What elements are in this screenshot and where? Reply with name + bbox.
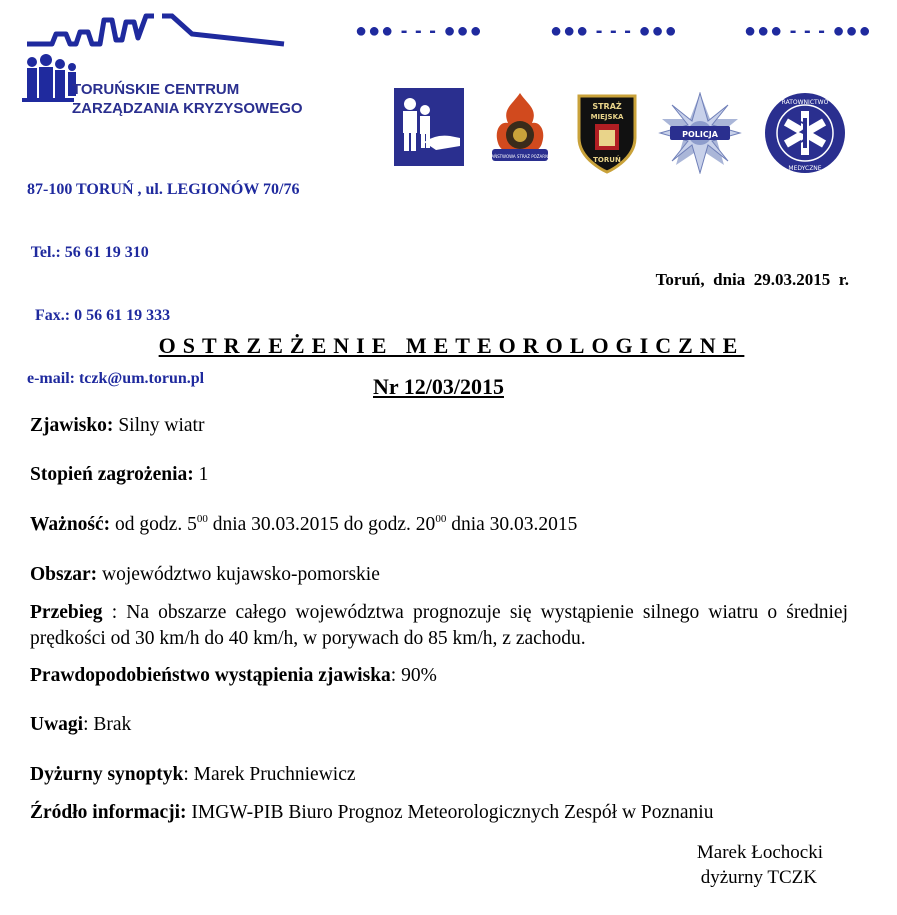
field-uwagi — [30, 712, 131, 738]
prawdopodobienstwo-label: Prawdopodobieństwo wystąpienia zjawiska — [30, 665, 391, 686]
uwagi-value: : Brak — [83, 714, 132, 735]
miejska-text: MIEJSKA — [590, 113, 624, 121]
przebieg-value: : Na obszarze całego województwa prognozuje się wystąpienie silnego wiatru o średniej prędkości od 30 km/h do 40 km/h, w porywach do 85 km/h, z zachodu. — [30, 602, 848, 649]
stopien-label: Stopień zagrożenia: — [30, 464, 194, 485]
field-waznosc — [30, 512, 577, 538]
medyczne-text: MEDYCZNE — [788, 165, 822, 172]
uwagi-label: Uwagi — [30, 714, 84, 735]
fax: Fax.: 0 56 61 19 333 — [27, 307, 171, 324]
signature-name: Marek Łochocki — [696, 842, 823, 863]
field-zrodlo — [30, 800, 713, 826]
field-synoptyk — [30, 762, 356, 788]
signature-block — [623, 840, 823, 890]
email: e-mail: tczk@um.torun.pl — [27, 370, 205, 387]
straz-text: STRAŻ — [592, 102, 622, 111]
straz-miejska-torun-badge-icon — [575, 90, 639, 174]
ratownictwo-text: RATOWNICTWO — [781, 99, 829, 106]
document-date: Toruń, dnia 29.03.2015 r. — [655, 270, 849, 289]
waznosc-value: od godz. $5^{00}$ dnia 30.03.2015 do godz. $20^{00}$ dnia 30.03.2015 — [115, 513, 578, 535]
przebieg-label: Przebieg — [30, 602, 103, 623]
document-title: OSTRZEŻENIE METEOROLOGICZNE — [158, 333, 745, 358]
ratownictwo-medyczne-badge-icon — [763, 92, 847, 174]
zjawisko-value: Silny wiatr — [118, 415, 205, 436]
field-przebieg — [30, 600, 848, 652]
zrodlo-value: IMGW-PIB Biuro Prognoz Meteorologicznych Zespół w Poznaniu — [191, 802, 714, 823]
address: 87-100 TORUŃ , ul. LEGIONÓW 70/76 — [27, 181, 300, 198]
field-stopien — [30, 462, 208, 488]
prawdopodobienstwo-value: : 90% — [390, 665, 437, 686]
org-name-line2: ZARZĄDZANIA KRYZYSOWEGO — [72, 100, 303, 117]
synoptyk-value: : Marek Pruchniewicz — [183, 764, 356, 785]
policja-star-badge-icon — [658, 92, 742, 174]
phone: Tel.: 56 61 19 310 — [27, 244, 149, 261]
obszar-label: Obszar: — [30, 564, 98, 585]
decor-bar-3: ●●● - - - ●●● — [744, 20, 872, 42]
people-care-badge-icon — [394, 88, 464, 166]
fire-brigade-emblem-icon — [488, 91, 552, 169]
org-name-line1: TORUŃSKIE CENTRUM — [72, 81, 240, 98]
signature-role: dyżurny TCZK — [700, 867, 817, 888]
stopien-value: 1 — [198, 464, 209, 485]
zjawisko-label: Zjawisko: — [30, 415, 114, 436]
torun-text: TORUŃ — [593, 156, 621, 164]
org-name — [72, 80, 303, 118]
waznosc-label: Ważność: — [30, 514, 111, 535]
decor-bar-1: ●●● - - - ●●● — [355, 20, 483, 42]
pspl-ribbon-text: PAŃSTWOWA STRAŻ POŻARNA — [489, 154, 551, 159]
warning-number: Nr 12/03/2015 — [373, 374, 504, 399]
field-zjawisko — [30, 413, 204, 439]
field-obszar — [30, 562, 380, 588]
contact-block — [27, 137, 300, 410]
synoptyk-label: Dyżurny synoptyk — [30, 764, 184, 785]
obszar-value: województwo kujawsko-pomorskie — [102, 564, 380, 585]
decor-bar-2: ●●● - - - ●●● — [550, 20, 678, 42]
field-prawdopodobienstwo — [30, 663, 437, 689]
zrodlo-label: Źródło informacji: — [30, 802, 187, 823]
policja-text: POLICJA — [682, 130, 718, 139]
